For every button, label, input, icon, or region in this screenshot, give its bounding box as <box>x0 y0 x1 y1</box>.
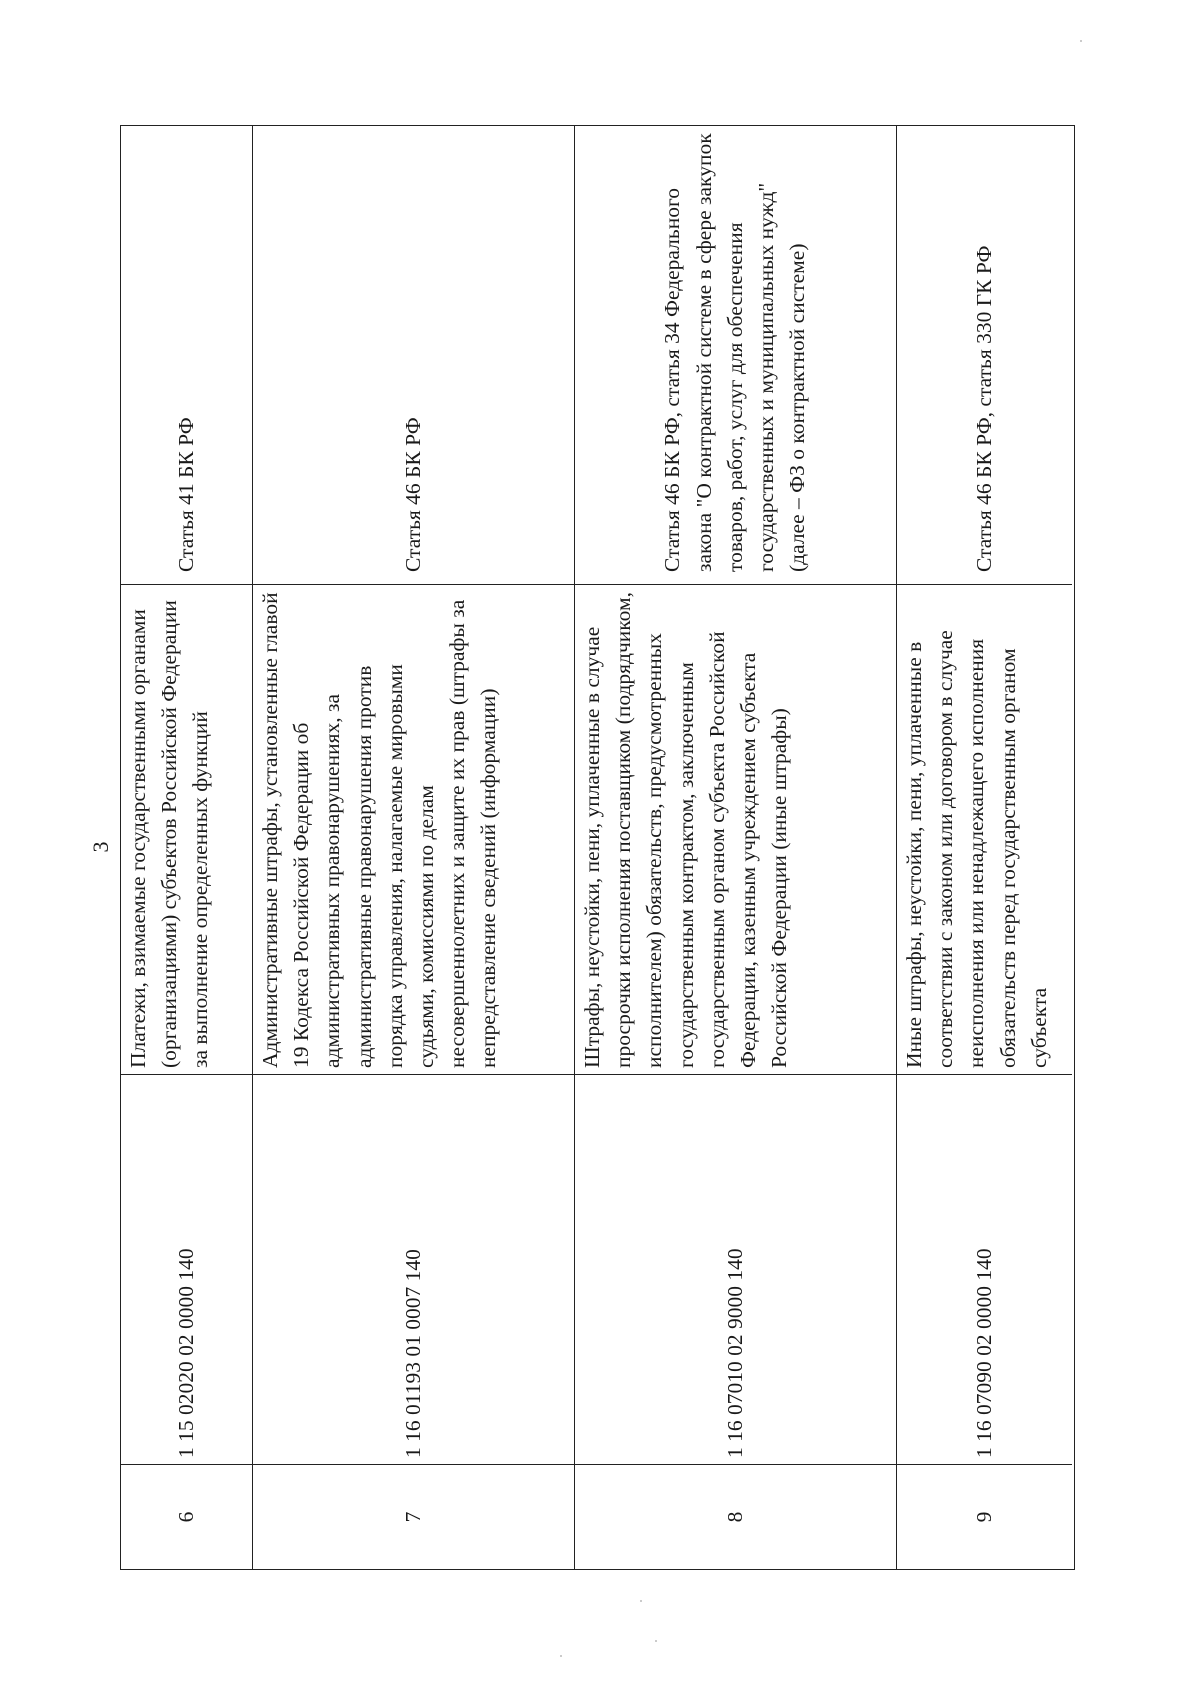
budget-code: 1 15 02020 02 0000 140 <box>121 1074 252 1464</box>
revenue-name: Штрафы, неустойки, пени, уплаченные в случае просрочки исполнения поставщиком (подрядчиком, исполнителем) обязательств, предусмотренных государственным контрактом, заключенным государственным органом субъекта Российской Федерации, казенным учреждением субъекта Российской Федерации (иные штрафы) <box>575 584 896 1074</box>
legal-basis: Статья 46 БК РФ <box>400 417 425 572</box>
legal-basis: Статья 46 БК РФ, статья 330 ГК РФ <box>971 245 996 572</box>
page-number: 3 <box>88 841 113 853</box>
row-number: 8 <box>575 1464 896 1569</box>
row-number: 7 <box>253 1464 574 1569</box>
budget-code: 1 16 01193 01 0007 140 <box>253 1074 574 1464</box>
row-number: 6 <box>121 1464 252 1569</box>
revenue-codes-table <box>120 125 1075 1570</box>
table-row <box>575 126 897 1569</box>
legal-basis: Статья 41 БК РФ <box>173 417 198 572</box>
scan-speck <box>655 1640 657 1642</box>
scan-speck <box>1080 40 1082 42</box>
table-row <box>253 126 575 1569</box>
table-row <box>121 126 253 1569</box>
table-container <box>120 125 1200 1523</box>
scan-speck <box>640 1600 642 1602</box>
revenue-name: Платежи, взимаемые государственными органами (организациями) субъектов Российской Федерации за выполнение определенных функций <box>121 584 252 1074</box>
revenue-name: Административные штрафы, установленные главой 19 Кодекса Российской Федерации об административных правонарушениях, за административные правонарушения против порядка управления, налагаемые мировыми судьями, комиссиями по делам несовершеннолетних и защите их прав (штрафы за непредставление сведений (информации) <box>253 584 574 1074</box>
legal-basis: Статья 46 БК РФ, статья 34 Федерального закона "О контрактной системе в сфере закупок товаров, работ, услуг для обеспечения государственных и муниципальных нужд" (далее – ФЗ о контрактной системе) <box>660 133 810 572</box>
row-number: 9 <box>897 1464 1072 1569</box>
budget-code: 1 16 07010 02 9000 140 <box>575 1074 896 1464</box>
scan-speck <box>560 1655 562 1657</box>
table-row <box>897 126 1072 1569</box>
budget-code: 1 16 07090 02 0000 140 <box>897 1074 1072 1464</box>
revenue-name: Иные штрафы, неустойки, пени, уплаченные в соответствии с законом или договором в случае неисполнения или ненадлежащего исполнения обязательств перед государственным органом субъекта <box>897 584 1072 1074</box>
